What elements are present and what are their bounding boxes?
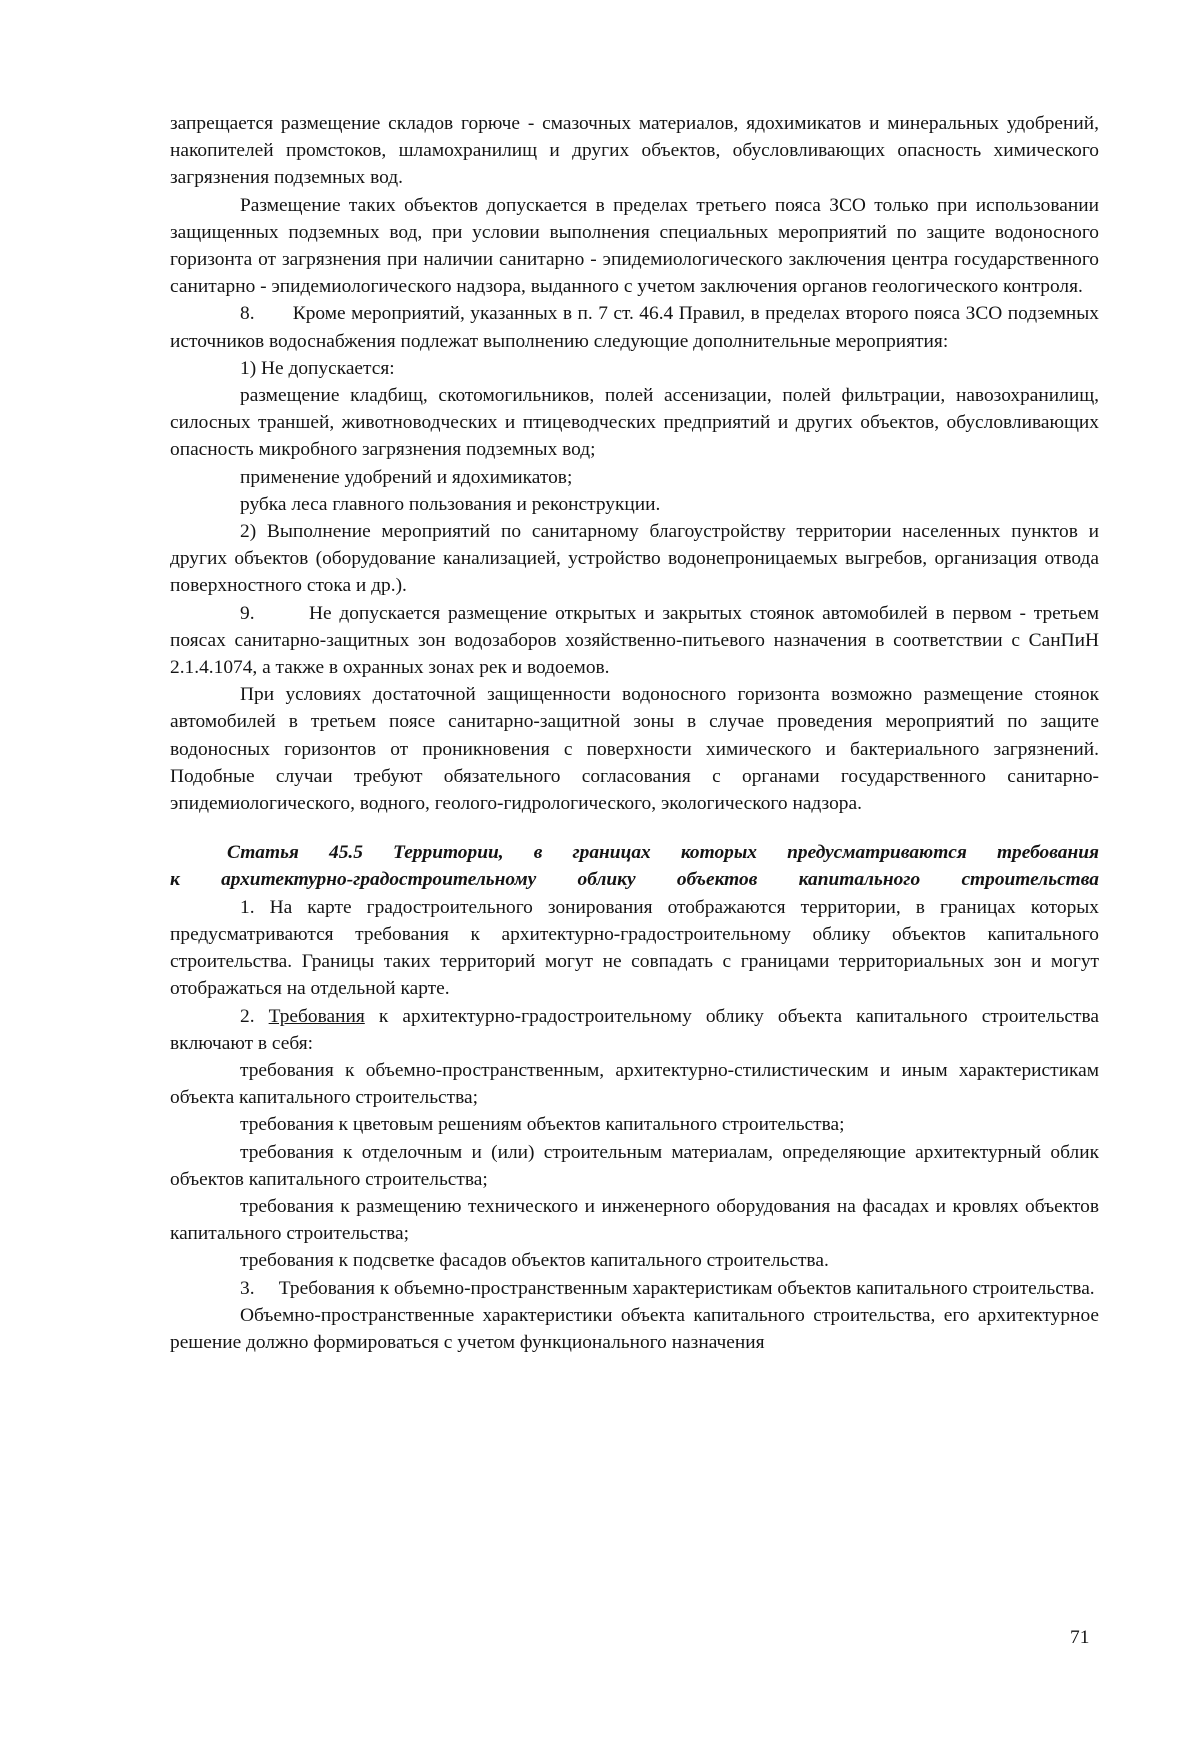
paragraph-item-9: 9. Не допускается размещение открытых и закрытых стоянок автомобилей в первом - третьем поясах санитарно-защитных зон водозаборов хозяйственно-питьевого назначения в соответствии с СанПиН 2.1.4.1074, а также в охранных зонах рек и водоемов. bbox=[170, 602, 1099, 679]
paragraph: Размещение таких объектов допускается в пределах третьего пояса ЗСО только при использовании защищенных подземных вод, при условии выполнения специальных мероприятий по защите водоносного горизонта от загрязнения при наличии санитарно - эпидемиологического заключения центра государственного санитарно - эпидемиологического надзора, выданного с учетом заключения органов геологического контроля. bbox=[170, 194, 1099, 298]
article-title bbox=[170, 839, 1099, 893]
page-number: 71 bbox=[1070, 1627, 1090, 1648]
paragraph: требования к цветовым решениям объектов капитального строительства; bbox=[240, 1114, 845, 1136]
paragraph: требования к размещению технического и инженерного оборудования на фасадах и кровлях объектов капитального строительства; bbox=[170, 1195, 1099, 1245]
paragraph: При условиях достаточной защищенности водоносного горизонта возможно размещение стоянок автомобилей в третьем поясе санитарно-защитной зоны в случае проведения мероприятий по защите водоносных горизонтов от проникновения с поверхности химического и бактериального загрязнений. Подобные случаи требуют обязательного согласования с органами государственного санитарно-эпидемиологического, водного, геолого-гидрологического, экологического надзора. bbox=[170, 684, 1099, 815]
article-title-line-2: к архитектурно-градостроительному облику объектов капитального строительства bbox=[170, 869, 1099, 891]
requirements-link[interactable]: Требования bbox=[268, 1005, 365, 1027]
paragraph-item-3: 3. Требования к объемно-пространственным характеристикам объектов капитального строительства. bbox=[240, 1277, 1095, 1299]
paragraph: требования к отделочным и (или) строительным материалам, определяющие архитектурный облик объектов капитального строительства; bbox=[170, 1141, 1099, 1190]
paragraph: требования к объемно-пространственным, архитектурно-стилистическим и иным характеристикам объекта капитального строительства; bbox=[170, 1059, 1099, 1109]
document-page bbox=[170, 110, 1099, 1356]
paragraph: 1) Не допускается: bbox=[240, 357, 395, 379]
paragraph: рубка леса главного пользования и реконструкции. bbox=[240, 493, 661, 515]
paragraph: применение удобрений и ядохимикатов; bbox=[240, 466, 573, 488]
paragraph: требования к подсветке фасадов объектов капитального строительства. bbox=[240, 1250, 829, 1272]
paragraph: 1. На карте градостроительного зонирования отображаются территории, в границах которых предусматриваются требования к архитектурно-градостроительному облику объектов капитального строительства. Границы таких территорий могут не совпадать с границами территориальных зон и могут отображаться на отдельной карте. bbox=[170, 896, 1099, 1000]
article-title-line-1: Статья 45.5 Территории, в границах которых предусматриваются требования bbox=[227, 842, 1099, 864]
spacer bbox=[170, 817, 1099, 839]
paragraph: Объемно-пространственные характеристики объекта капитального строительства, его архитектурное решение должно формироваться с учетом функционального назначения bbox=[170, 1304, 1099, 1353]
paragraph: 2) Выполнение мероприятий по санитарному благоустройству территории населенных пунктов и других объектов (оборудование канализацией, устройство водонепроницаемых выгребов, организация отвода поверхностного стока и др.). bbox=[170, 521, 1099, 597]
paragraph: размещение кладбищ, скотомогильников, полей ассенизации, полей фильтрации, навозохранилищ, силосных траншей, животноводческих и птицеводческих предприятий и других объектов, обусловливающих опасность микробного загрязнения подземных вод; bbox=[170, 385, 1099, 461]
paragraph-requirements: 2. Требования к архитектурно-градостроительному облику объекта капитального строительства включают в себя: bbox=[170, 1005, 1099, 1054]
paragraph: запрещается размещение складов горюче - смазочных материалов, ядохимикатов и минеральных удобрений, накопителей промстоков, шламохранилищ и других объектов, обусловливающих опасность химического загрязнения подземных вод. bbox=[170, 113, 1099, 189]
paragraph-item-8: 8. Кроме мероприятий, указанных в п. 7 ст. 46.4 Правил, в пределах второго пояса ЗСО подземных источников водоснабжения подлежат выполнению следующие дополнительные мероприятия: bbox=[170, 303, 1099, 352]
